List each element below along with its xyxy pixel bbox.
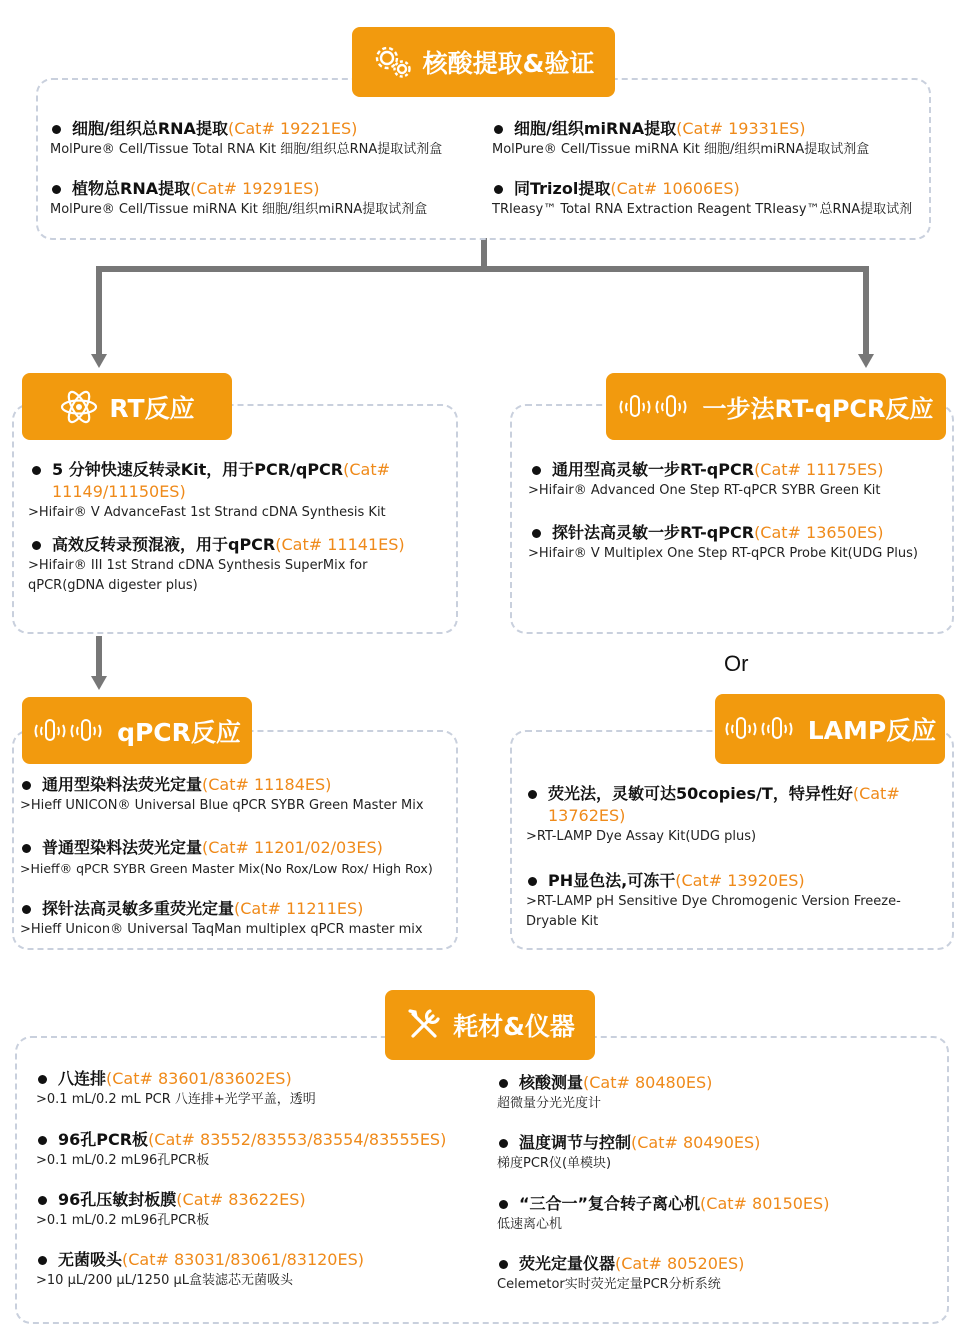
lamp-item-1 <box>526 783 926 847</box>
consumables-title: 耗材&仪器 <box>453 1012 575 1041</box>
consumable-item-4 <box>36 1249 476 1291</box>
item-title: 无菌吸头(Cat# 83031/83061/83120ES) <box>36 1249 476 1271</box>
item-title: 96孔压敏封板膜(Cat# 83622ES) <box>36 1189 476 1211</box>
extraction-header <box>352 27 615 97</box>
item-title: 探针法高灵敏一步RT-qPCR(Cat# 13650ES) <box>530 522 946 544</box>
or-label: Or <box>724 651 749 676</box>
item-desc: >Hieff® qPCR SYBR Green Master Mix(No Rox/Low Rox/ High Rox) <box>20 861 433 876</box>
onestep-title: 一步法RT-qPCR反应 <box>702 395 934 423</box>
connector-right-down <box>863 266 869 356</box>
gears-icon <box>373 44 413 80</box>
instrument-item-1 <box>497 1072 937 1114</box>
item-desc: Celemetor实时荧光定量PCR分析系统 <box>497 1277 721 1292</box>
consumable-item-1 <box>36 1068 476 1110</box>
instrument-item-3 <box>497 1193 937 1235</box>
lamp-title: LAMP反应 <box>807 716 937 745</box>
item-desc: MolPure® Cell/Tissue miRNA Kit 细胞/组织miRNA提取试剂盒 <box>492 142 870 157</box>
rt-item-1 <box>30 459 440 523</box>
rt-header <box>22 373 232 440</box>
item-desc: TRIeasy™ Total RNA Extraction Reagent TRIeasy™总RNA提取试剂 <box>492 202 913 217</box>
item-desc: 梯度PCR仪(单模块) <box>497 1156 612 1171</box>
arrow-to-rt <box>91 354 107 368</box>
item-desc: >Hifair® III 1st Strand cDNA Synthesis SuperMix for qPCR(gDNA digester plus) <box>28 558 368 593</box>
item-desc: >0.1 mL/0.2 mL96孔PCR板 <box>36 1153 210 1168</box>
item-title: 荧光法，灵敏可达50copies/T，特异性好(Cat# 13762ES) <box>526 783 926 827</box>
extraction-item-2 <box>492 118 922 160</box>
item-desc: 低速离心机 <box>497 1217 563 1232</box>
item-title: 通用型染料法荧光定量(Cat# 11184ES) <box>20 774 456 796</box>
item-desc: >0.1 mL/0.2 mL96孔PCR板 <box>36 1213 210 1228</box>
atom-icon <box>59 387 99 427</box>
item-title: 96孔PCR板(Cat# 83552/83553/83554/83555ES) <box>36 1129 476 1151</box>
onestep-item-2 <box>530 522 946 564</box>
item-title: 5 分钟快速反转录Kit，用于PCR/qPCR(Cat# 11149/11150ES) <box>30 459 440 503</box>
item-title: 温度调节与控制(Cat# 80490ES) <box>497 1132 937 1154</box>
rt-title: RT反应 <box>109 393 195 423</box>
item-title: 探针法高灵敏多重荧光定量(Cat# 11211ES) <box>20 898 456 920</box>
item-desc: >Hieff Unicon® Universal TaqMan multiplex qPCR master mix <box>20 922 423 937</box>
connector-branch <box>96 266 869 272</box>
extraction-item-3 <box>50 178 480 220</box>
qpcr-item-3 <box>20 898 456 940</box>
extraction-item-1 <box>50 118 480 160</box>
item-desc: >RT-LAMP pH Sensitive Dye Chromogenic Version Freeze-Dryable Kit <box>526 894 901 929</box>
connector-left-down <box>96 266 102 356</box>
item-title: “三合一”复合转子离心机(Cat# 80150ES) <box>497 1193 937 1215</box>
item-desc: >Hifair® Advanced One Step RT-qPCR SYBR Green Kit <box>528 483 881 498</box>
consumable-item-2 <box>36 1129 476 1171</box>
item-desc: MolPure® Cell/Tissue miRNA Kit 细胞/组织miRNA提取试剂盒 <box>50 202 428 217</box>
qpcr-item-1 <box>20 774 456 816</box>
tubes-icon <box>33 716 107 746</box>
qpcr-header <box>22 697 252 764</box>
item-title: 核酸测量(Cat# 80480ES) <box>497 1072 937 1094</box>
lamp-header <box>715 694 945 764</box>
lamp-item-2 <box>526 870 926 932</box>
item-title: 植物总RNA提取(Cat# 19291ES) <box>50 178 480 200</box>
item-desc: >RT-LAMP Dye Assay Kit(UDG plus) <box>526 829 757 844</box>
item-desc: >Hieff UNICON® Universal Blue qPCR SYBR Green Master Mix <box>20 798 424 813</box>
extraction-title: 核酸提取&验证 <box>422 49 595 78</box>
item-desc: >Hifair® V Multiplex One Step RT-qPCR Probe Kit(UDG Plus) <box>528 546 918 561</box>
item-desc: MolPure® Cell/Tissue Total RNA Kit 细胞/组织总RNA提取试剂盒 <box>50 142 443 157</box>
item-desc: 超微量分光光度计 <box>497 1096 602 1111</box>
item-title: 细胞/组织miRNA提取(Cat# 19331ES) <box>492 118 922 140</box>
item-title: 八连排(Cat# 83601/83602ES) <box>36 1068 476 1090</box>
item-desc: >Hifair® Ⅴ AdvanceFast 1st Strand cDNA Synthesis Kit <box>28 505 386 520</box>
item-title: PH显色法,可冻干(Cat# 13920ES) <box>526 870 926 892</box>
onestep-header <box>606 373 946 440</box>
qpcr-title: qPCR反应 <box>117 717 241 747</box>
consumable-item-3 <box>36 1189 476 1231</box>
tools-icon <box>405 1006 443 1044</box>
item-title: 细胞/组织总RNA提取(Cat# 19221ES) <box>50 118 480 140</box>
connector-rt-to-qpcr <box>96 636 102 678</box>
tubes-icon <box>618 392 692 422</box>
item-title: 高效反转录预混液，用于qPCR(Cat# 11141ES) <box>30 534 446 556</box>
item-title: 荧光定量仪器(Cat# 80520ES) <box>497 1253 937 1275</box>
item-title: 通用型高灵敏一步RT-qPCR(Cat# 11175ES) <box>530 459 946 481</box>
qpcr-item-2 <box>20 837 456 879</box>
onestep-item-1 <box>530 459 946 501</box>
arrow-to-qpcr <box>91 676 107 690</box>
instrument-item-2 <box>497 1132 937 1174</box>
item-desc: >0.1 mL/0.2 mL PCR 八连排+光学平盖，透明 <box>36 1092 316 1107</box>
extraction-item-4 <box>492 178 922 220</box>
instrument-item-4 <box>497 1253 937 1295</box>
arrow-to-onestep <box>858 354 874 368</box>
consumables-header <box>385 990 595 1060</box>
item-desc: >10 μL/200 μL/1250 μL盒装滤芯无菌吸头 <box>36 1273 294 1288</box>
item-title: 同Trizol提取(Cat# 10606ES) <box>492 178 922 200</box>
item-title: 普通型染料法荧光定量(Cat# 11201/02/03ES) <box>20 837 456 859</box>
tubes-icon <box>724 714 798 744</box>
rt-item-2 <box>30 534 446 596</box>
